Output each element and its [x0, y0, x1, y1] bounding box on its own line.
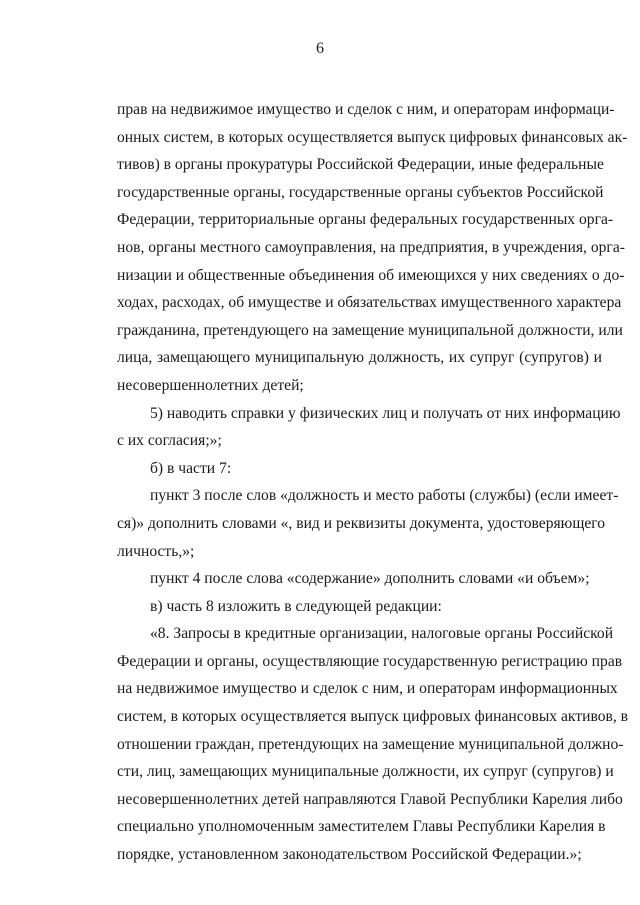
text-line: систем, в которых осуществляется выпуск цифровых финансовых активов, в — [117, 708, 629, 726]
text-line: прав на недвижимое имущество и сделок с ним, и операторам информаци- — [117, 101, 615, 118]
text-line: лица, замещающего муниципальную должность, их супруг (супругов) и — [117, 349, 602, 367]
text-line: пункт 4 после слова «содержание» дополнить словами «и объем»; — [150, 570, 590, 588]
text-line: отношении граждан, претендующих на замещение муниципальной должно- — [117, 735, 624, 753]
text-line: ходах, расходах, об имуществе и обязательствах имущественного характера — [117, 294, 622, 312]
text-line: личность,»; — [117, 542, 195, 560]
text-line: несовершеннолетних детей; — [117, 376, 304, 394]
text-line: Федерации, территориальные органы федеральных государственных орга- — [117, 211, 614, 229]
text-line: 5) наводить справки у физических лиц и получать от них информацию — [150, 404, 621, 422]
text-line: тивов) в органы прокуратуры Российской Федерации, иные федеральные — [117, 156, 604, 174]
text-line: Федерации и органы, осуществляющие государственную регистрацию прав — [117, 652, 623, 670]
text-line: в) часть 8 изложить в следующей редакции: — [150, 597, 442, 615]
text-line: порядке, установленном законодательством Российской Федерации.»; — [117, 846, 582, 864]
text-line: б) в части 7: — [150, 459, 232, 477]
text-line: низации и общественные объединения об имеющихся у них сведениях о до- — [117, 266, 625, 284]
text-line: ся)» дополнить словами «, вид и реквизиты документа, удостоверяющего — [117, 514, 606, 532]
text-line: сти, лиц, замещающих муниципальные должности, их супруг (супругов) и — [117, 763, 614, 781]
text-line: «8. Запросы в кредитные организации, налоговые органы Российской — [150, 625, 614, 643]
text-line: государственные органы, государственные органы субъектов Российской — [117, 183, 604, 201]
text-line: несовершеннолетних детей направляются Главой Республики Карелия либо — [117, 790, 623, 808]
text-line: с их согласия;»; — [117, 432, 222, 450]
page-number: 6 — [316, 40, 324, 57]
text-line: на недвижимое имущество и сделок с ним, и операторам информационных — [117, 680, 618, 698]
text-line: специально уполномоченным заместителем Главы Республики Карелия в — [117, 818, 606, 836]
document-body — [117, 96, 629, 869]
text-line: онных систем, в которых осуществляется выпуск цифровых финансовых ак- — [117, 128, 628, 146]
text-line: нов, органы местного самоуправления, на предприятия, в учреждения, орга- — [117, 238, 625, 256]
text-line: пункт 3 после слов «должность и место работы (службы) (если имеет- — [150, 487, 619, 505]
text-line: гражданина, претендующего на замещение муниципальной должности, или — [117, 321, 623, 339]
